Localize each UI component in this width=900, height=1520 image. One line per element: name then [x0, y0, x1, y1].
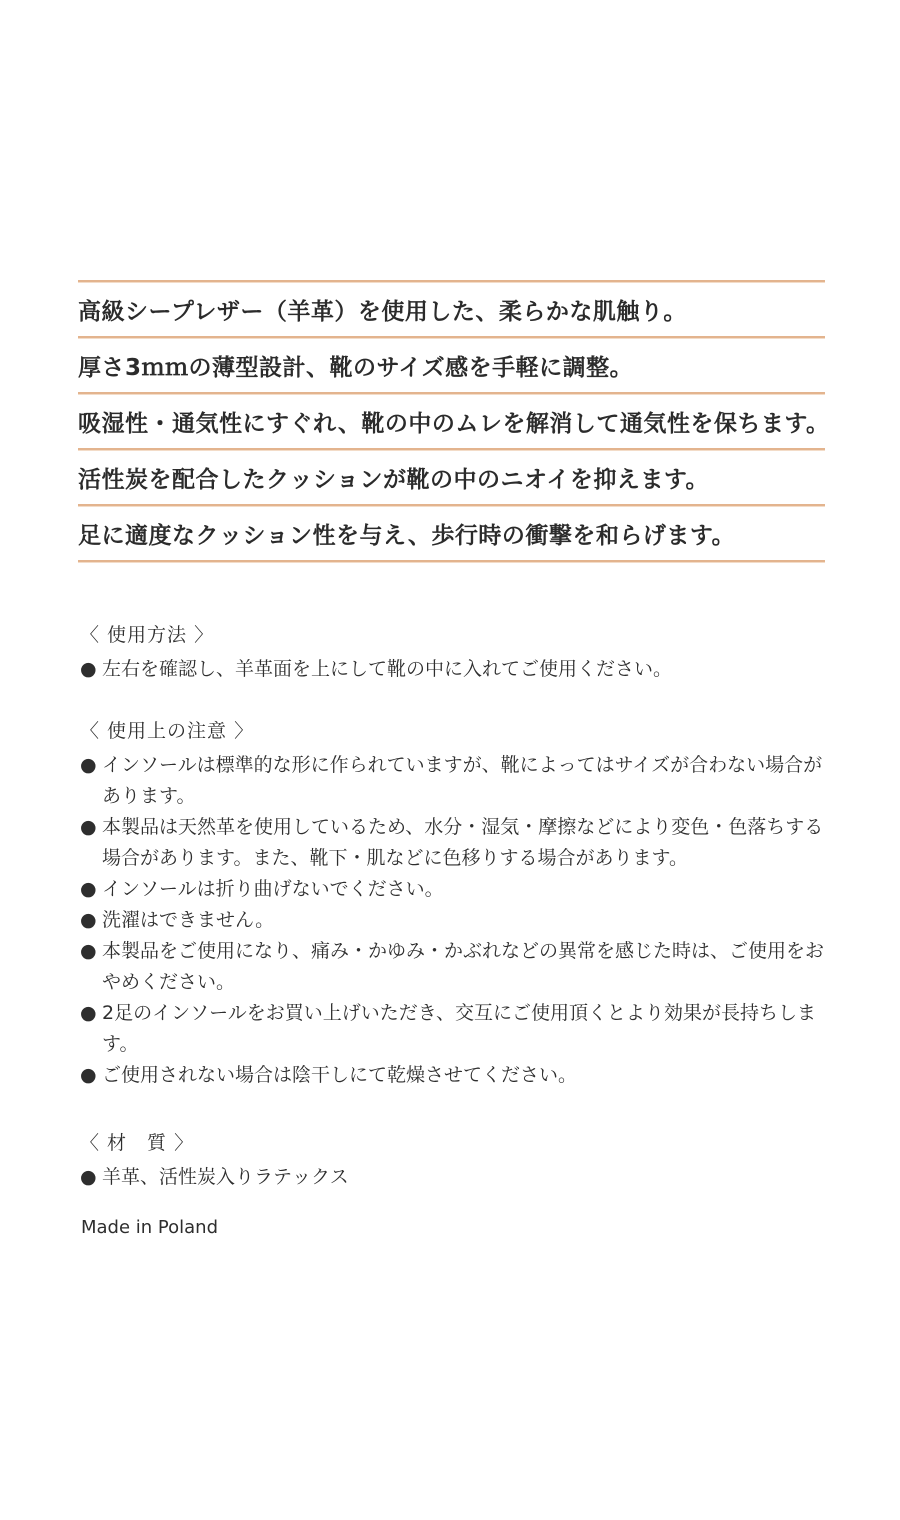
caution-item: [80, 750, 825, 812]
feature-item: 高級シープレザー（羊革）を使用した、柔らかな肌触り。: [78, 299, 687, 325]
caution-item-text: 本製品は天然革を使用しているため、水分・湿気・摩擦などにより変色・色落ちする場合があります。また、靴下・肌などに色移りする場合があります。: [102, 816, 824, 869]
bullet-icon: ●: [80, 1064, 97, 1086]
feature-item: 活性炭を配合したクッションが靴の中のニオイを抑えます。: [78, 467, 710, 493]
caution-item-text: 2足のインソールをお買い上げいただき、交互にご使用頂くとより効果が長持ちします。: [102, 1002, 816, 1055]
caution-item-text: ご使用されない場合は陰干しにて乾燥させてください。: [102, 1064, 578, 1086]
material-heading: 〈 材 質 〉: [80, 1132, 195, 1154]
caution-item-text: インソールは折り曲げないでください。: [102, 878, 444, 900]
cautions-heading: 〈 使用上の注意 〉: [80, 720, 255, 742]
material-section: [80, 1128, 825, 1193]
feature-item: 吸湿性・通気性にすぐれ、靴の中のムレを解消して通気性を保ちます。: [78, 411, 830, 437]
caution-item-text: 洗濯はできません。: [102, 909, 275, 931]
bullet-icon: ●: [80, 816, 97, 838]
usage-section: [80, 620, 825, 685]
caution-item-text: インソールは標準的な形に作られていますが、靴によってはサイズが合わない場合があります。: [102, 754, 823, 807]
bullet-icon: ●: [80, 909, 97, 931]
feature-list: [78, 280, 830, 563]
caution-item: [80, 936, 825, 998]
caution-item: [80, 998, 825, 1060]
usage-item-text: 左右を確認し、羊革面を上にして靴の中に入れてご使用ください。: [102, 658, 673, 680]
bullet-icon: ●: [80, 1002, 97, 1024]
bullet-icon: ●: [80, 754, 97, 776]
caution-item-text: 本製品をご使用になり、痛み・かゆみ・かぶれなどの異常を感じた時は、ご使用をおやめください。: [102, 940, 825, 993]
bullet-icon: ●: [80, 658, 97, 680]
caution-item: [80, 812, 825, 874]
caution-item: [80, 905, 825, 936]
divider: [78, 560, 825, 563]
cautions-section: [80, 716, 825, 1091]
caution-item: [80, 1060, 825, 1091]
bullet-icon: ●: [80, 878, 97, 900]
material-item: [80, 1162, 825, 1193]
feature-item: 厚さ3ｍｍの薄型設計、靴のサイズ感を手軽に調整。: [78, 355, 634, 381]
country-of-origin: Made in Poland: [81, 1217, 219, 1238]
usage-item: [80, 654, 825, 685]
bullet-icon: ●: [80, 1166, 97, 1188]
feature-item: 足に適度なクッション性を与え、歩行時の衝撃を和らげます。: [78, 523, 736, 549]
usage-heading: 〈 使用方法 〉: [80, 624, 215, 646]
material-item-text: 羊革、活性炭入りラテックス: [102, 1166, 349, 1188]
caution-item: [80, 874, 825, 905]
bullet-icon: ●: [80, 940, 97, 962]
